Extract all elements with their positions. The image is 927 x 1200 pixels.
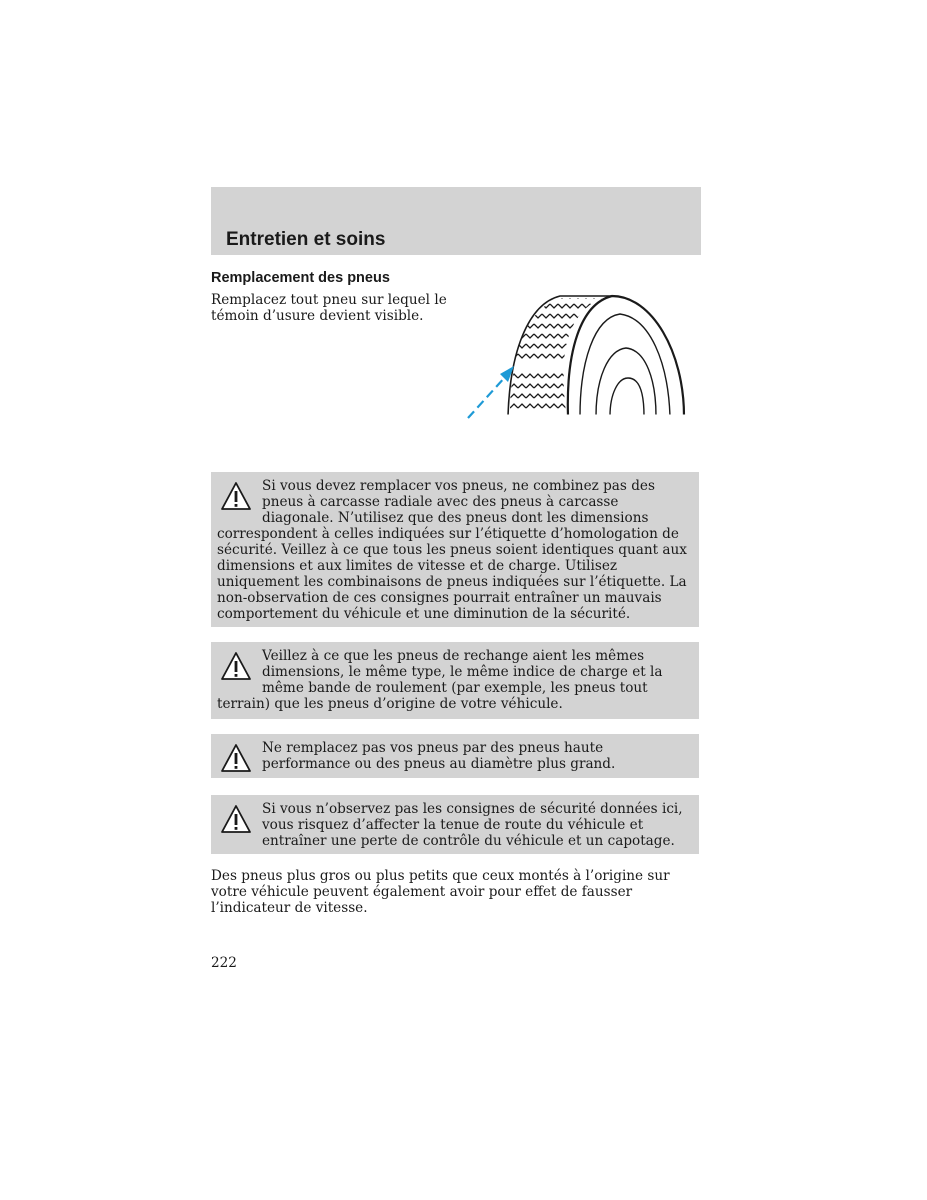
page-title: Entretien et soins xyxy=(226,229,386,250)
closing-paragraph: Des pneus plus gros ou plus petits que ceux montés à l’origine sur votre véhicule peuvent également avoir pour effet de fausser l’indicateur de vitesse. xyxy=(211,868,670,916)
warning-box xyxy=(211,734,699,778)
warning-text: Ne remplacez pas vos pneus par des pneus haute performance ou des pneus au diamètre plus grand. xyxy=(262,740,616,772)
warning-box xyxy=(211,642,699,719)
page-number: 222 xyxy=(211,955,237,971)
warning-text: Veillez à ce que les pneus de rechange aient les mêmes dimensions, le même type, le même indice de charge et la même bande de roulement (par exemple, les pneus tout terrain) que les pneus d’origine de votre véhicule. xyxy=(217,648,663,712)
warning-box xyxy=(211,472,699,627)
section-title: Remplacement des pneus xyxy=(211,270,390,286)
tire-wear-indicator-icon xyxy=(462,292,702,424)
warning-box xyxy=(211,795,699,854)
warning-text: Si vous n’observez pas les consignes de sécurité données ici, vous risquez d’affecter la tenue de route du véhicule et entraîner une perte de contrôle du véhicule et un capotage. xyxy=(262,801,683,849)
warning-triangle-icon xyxy=(220,743,252,773)
header-band xyxy=(211,187,701,255)
tire-figure xyxy=(462,292,702,424)
warning-text: Si vous devez remplacer vos pneus, ne combinez pas des pneus à carcasse radiale avec des pneus à carcasse diagonale. N’utilisez que des pneus dont les dimensions correspondent à celles indiquées sur l’étiquette d’homologation de sécurité. Veillez à ce que tous les pneus soient identiques quant aux dimensions et aux limites de vitesse et de charge. Utilisez uniquement les combinaisons de pneus indiquées sur l’étiquette. La non-observation de ces consignes pourrait entraîner un mauvais comportement du véhicule et une diminution de la sécurité. xyxy=(217,478,687,622)
warning-triangle-icon xyxy=(220,804,252,834)
warning-triangle-icon xyxy=(220,481,252,511)
warning-triangle-icon xyxy=(220,651,252,681)
intro-paragraph: Remplacez tout pneu sur lequel le témoin d’usure devient visible. xyxy=(211,292,447,324)
